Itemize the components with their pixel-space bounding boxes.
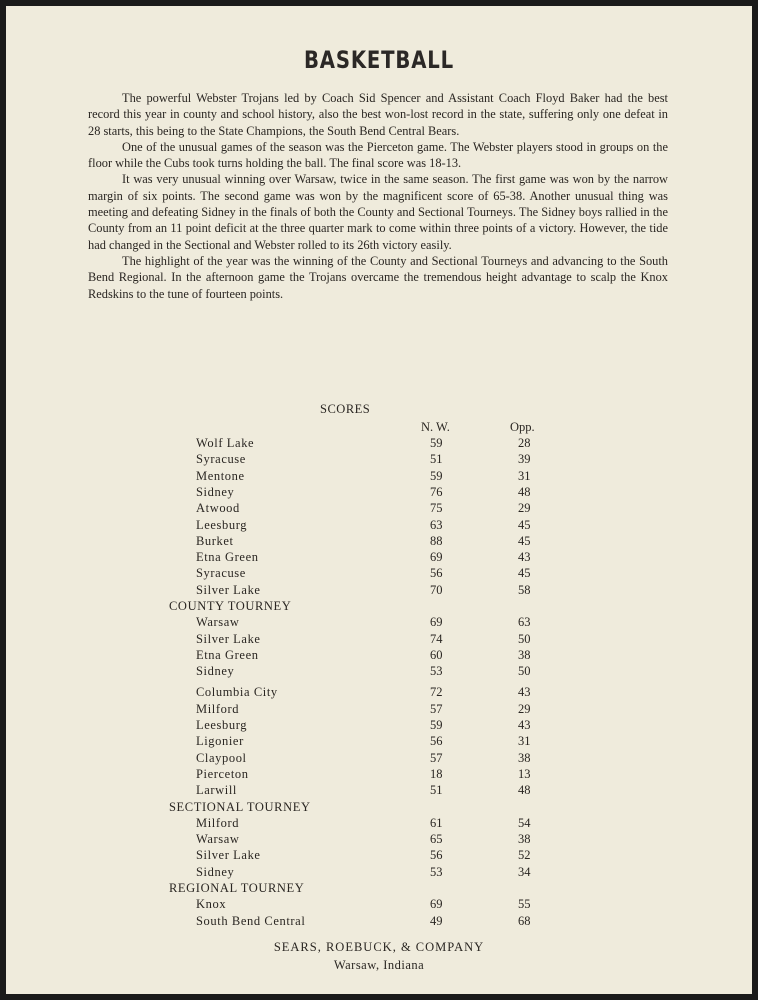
team-name: Warsaw xyxy=(196,832,240,846)
article-body xyxy=(88,90,668,302)
column-header-opp: Opp. xyxy=(510,420,535,434)
score-row xyxy=(6,751,752,767)
team-name: Milford xyxy=(196,816,240,830)
section-label: REGIONAL TOURNEY xyxy=(169,881,305,895)
score-row xyxy=(6,648,752,664)
nw-score: 59 xyxy=(430,469,443,483)
nw-score: 51 xyxy=(430,452,443,466)
team-name: Silver Lake xyxy=(196,848,261,862)
sponsor-name: SEARS, ROEBUCK, & COMPANY xyxy=(273,940,485,954)
nw-score: 56 xyxy=(430,566,443,580)
opp-score: 38 xyxy=(518,751,531,765)
opp-score: 55 xyxy=(518,897,531,911)
opp-score: 28 xyxy=(518,436,531,450)
scores-heading: SCORES xyxy=(320,402,371,416)
score-row xyxy=(6,501,752,517)
team-name: Silver Lake xyxy=(196,583,261,597)
nw-score: 88 xyxy=(430,534,443,548)
nw-score: 75 xyxy=(430,501,443,515)
paragraph: It was very unusual winning over Warsaw, twice in the same season. The first game was won by the narrow margin of six points. The second game was won by the magnificent score of 65-38. Another unusual thing was meeting and defeating Sidney in the finals of both the County and Sectional Tourneys. The Sidney boys rallied in the County from an 11 point deficit at the three quarter mark to come within three points of a victory. However, the tide had changed in the Sectional and Webster rolled to its 26th victory easily. xyxy=(88,172,668,252)
score-row xyxy=(6,632,752,648)
nw-score: 57 xyxy=(430,751,443,765)
team-name: Silver Lake xyxy=(196,632,261,646)
section-label: SECTIONAL TOURNEY xyxy=(169,800,311,814)
team-name: Knox xyxy=(196,897,227,911)
score-row xyxy=(6,767,752,783)
opp-score: 13 xyxy=(518,767,531,781)
nw-score: 56 xyxy=(430,848,443,862)
nw-score: 53 xyxy=(430,664,443,678)
paragraph: The powerful Webster Trojans led by Coach Sid Spencer and Assistant Coach Floyd Baker had the best record this year in county and school history, also the best won-lost record in the state, suffering only one defeat in 28 starts, this being to the State Champions, the South Bend Central Bears. xyxy=(88,91,668,138)
score-row xyxy=(6,718,752,734)
team-name: Ligonier xyxy=(196,734,244,748)
nw-score: 74 xyxy=(430,632,443,646)
team-name: Etna Green xyxy=(196,648,259,662)
team-name: Atwood xyxy=(196,501,240,515)
opp-score: 38 xyxy=(518,648,531,662)
paragraph: The highlight of the year was the winning of the County and Sectional Tourneys and advancing to the South Bend Regional. In the afternoon game the Trojans overcame the tremendous height advantage to scalp the Knox Redskins to the tune of fourteen points. xyxy=(88,253,668,301)
team-name: Burket xyxy=(196,534,234,548)
opp-score: 58 xyxy=(518,583,531,597)
opp-score: 48 xyxy=(518,485,531,499)
nw-score: 51 xyxy=(430,783,443,797)
team-name: Warsaw xyxy=(196,615,240,629)
score-row xyxy=(6,897,752,913)
nw-score: 61 xyxy=(430,816,443,830)
score-row xyxy=(6,865,752,881)
nw-score: 59 xyxy=(430,436,443,450)
opp-score: 50 xyxy=(518,664,531,678)
opp-score: 31 xyxy=(518,469,531,483)
nw-score: 72 xyxy=(430,685,443,699)
nw-score: 18 xyxy=(430,767,443,781)
opp-score: 48 xyxy=(518,783,531,797)
score-row xyxy=(6,550,752,566)
paragraph: One of the unusual games of the season was the Pierceton game. The Webster players stood in groups on the floor while the Cubs took turns holding the ball. The final score was 18-13. xyxy=(88,139,668,171)
opp-score: 45 xyxy=(518,518,531,532)
team-name: Sidney xyxy=(196,485,235,499)
nw-score: 59 xyxy=(430,718,443,732)
team-name: Sidney xyxy=(196,865,235,879)
opp-score: 45 xyxy=(518,566,531,580)
team-name: Leesburg xyxy=(196,518,248,532)
score-row xyxy=(6,783,752,799)
opp-score: 29 xyxy=(518,501,531,515)
team-name: Mentone xyxy=(196,469,245,483)
nw-score: 63 xyxy=(430,518,443,532)
opp-score: 34 xyxy=(518,865,531,879)
opp-score: 43 xyxy=(518,550,531,564)
opp-score: 68 xyxy=(518,914,531,928)
team-name: Sidney xyxy=(196,664,235,678)
opp-score: 63 xyxy=(518,615,531,629)
opp-score: 43 xyxy=(518,718,531,732)
team-name: Claypool xyxy=(196,751,247,765)
opp-score: 54 xyxy=(518,816,531,830)
nw-score: 60 xyxy=(430,648,443,662)
team-name: Larwill xyxy=(196,783,237,797)
score-row xyxy=(6,848,752,864)
team-name: Syracuse xyxy=(196,566,246,580)
nw-score: 70 xyxy=(430,583,443,597)
nw-score: 76 xyxy=(430,485,443,499)
opp-score: 39 xyxy=(518,452,531,466)
nw-score: 69 xyxy=(430,897,443,911)
score-row xyxy=(6,734,752,750)
score-row xyxy=(6,664,752,680)
opp-score: 38 xyxy=(518,832,531,846)
opp-score: 31 xyxy=(518,734,531,748)
opp-score: 50 xyxy=(518,632,531,646)
score-row xyxy=(6,702,752,718)
score-row xyxy=(6,518,752,534)
team-name: Syracuse xyxy=(196,452,246,466)
score-row xyxy=(6,685,752,701)
team-name: Leesburg xyxy=(196,718,248,732)
score-row xyxy=(6,832,752,848)
score-row xyxy=(6,452,752,468)
score-row xyxy=(6,485,752,501)
nw-score: 57 xyxy=(430,702,443,716)
column-header-nw: N. W. xyxy=(421,420,450,434)
team-name: Etna Green xyxy=(196,550,259,564)
nw-score: 56 xyxy=(430,734,443,748)
score-row xyxy=(6,469,752,485)
team-name: South Bend Central xyxy=(196,914,306,928)
page-title: BASKETBALL xyxy=(303,46,455,74)
score-row xyxy=(6,583,752,599)
section-label: COUNTY TOURNEY xyxy=(169,599,292,613)
team-name: Milford xyxy=(196,702,240,716)
opp-score: 43 xyxy=(518,685,531,699)
nw-score: 65 xyxy=(430,832,443,846)
yearbook-page xyxy=(6,6,752,994)
score-row xyxy=(6,566,752,582)
score-row xyxy=(6,436,752,452)
nw-score: 69 xyxy=(430,615,443,629)
team-name: Wolf Lake xyxy=(196,436,255,450)
nw-score: 69 xyxy=(430,550,443,564)
opp-score: 29 xyxy=(518,702,531,716)
sponsor-location: Warsaw, Indiana xyxy=(333,958,425,972)
team-name: Columbia City xyxy=(196,685,278,699)
opp-score: 45 xyxy=(518,534,531,548)
nw-score: 49 xyxy=(430,914,443,928)
opp-score: 52 xyxy=(518,848,531,862)
nw-score: 53 xyxy=(430,865,443,879)
score-row xyxy=(6,914,752,930)
team-name: Pierceton xyxy=(196,767,249,781)
score-row xyxy=(6,615,752,631)
score-row xyxy=(6,534,752,550)
score-row xyxy=(6,816,752,832)
